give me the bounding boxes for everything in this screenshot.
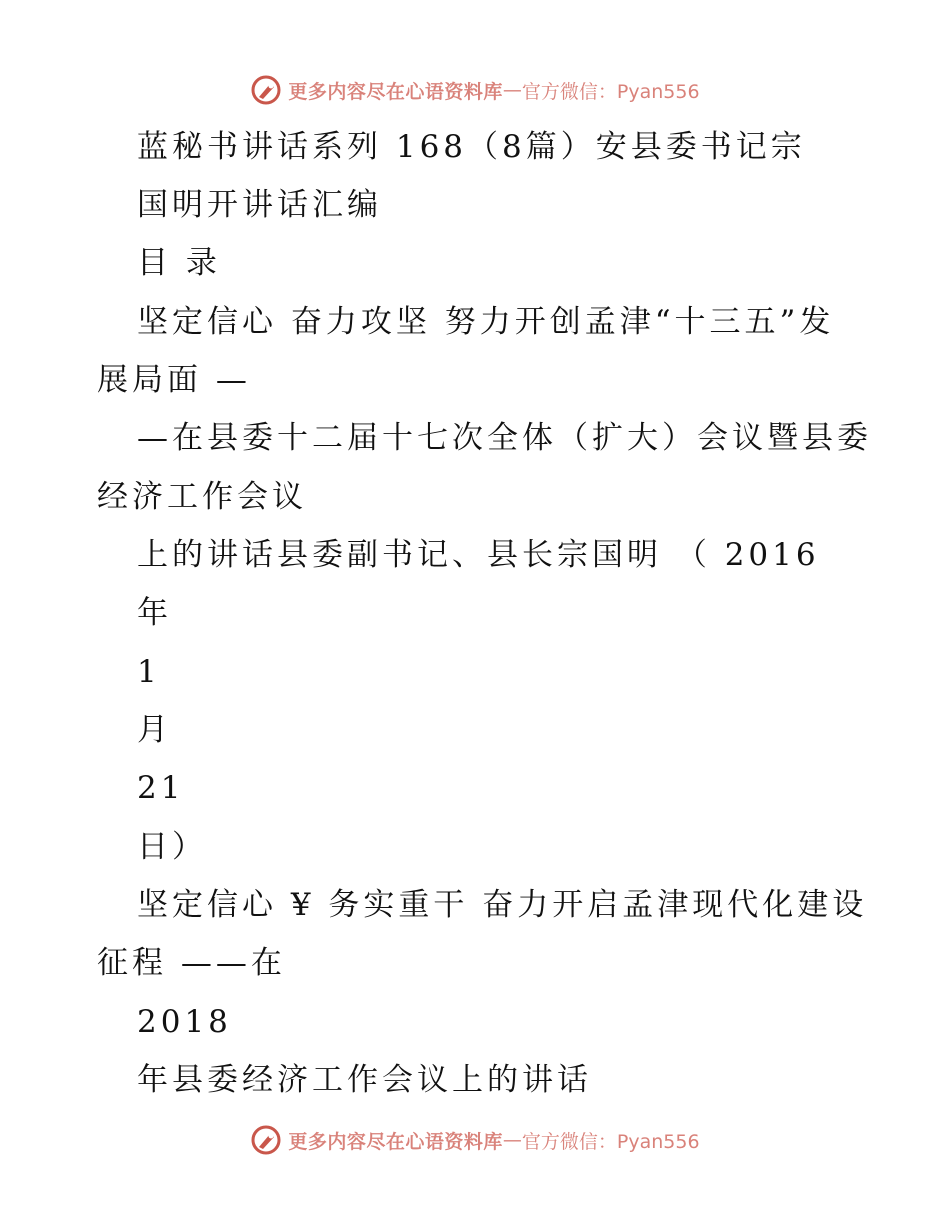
doc-title-line-1: 蓝秘书讲话系列 168（8篇）安县委书记宗 (137, 129, 806, 165)
toc-entry-1-date-day: 21 (137, 770, 185, 806)
toc-entry-2-year: 2018 (137, 1004, 232, 1040)
toc-entry-2-subtitle: 年县委经济工作会议上的讲话 (137, 1062, 592, 1098)
banner-wechat: 官方微信：Pyan556 (521, 80, 700, 103)
toc-entry-1-date-day-unit: 日） (137, 829, 207, 865)
toc-entry-1-title-cont: 展局面 — (97, 362, 251, 398)
banner-separator: — (502, 79, 522, 101)
banner-text: 更多内容尽在心语资料库 (288, 1130, 503, 1153)
toc-entry-1-date-month: 1 (137, 654, 161, 690)
toc-heading: 目 录 (137, 245, 221, 281)
banner-text: 更多内容尽在心语资料库 (288, 80, 503, 103)
doc-title-line-2: 国明开讲话汇编 (137, 187, 382, 223)
toc-entry-2-title: 坚定信心 ¥ 务实重干 奋力开启孟津现代化建设 (137, 887, 868, 923)
pen-logo-icon (250, 74, 282, 106)
pen-logo-icon (250, 1124, 282, 1156)
toc-entry-1-subtitle-cont: 经济工作会议 (97, 479, 307, 515)
banner-wechat: 官方微信：Pyan556 (521, 1130, 700, 1153)
toc-entry-1-speaker: 上的讲话县委副书记、县长宗国明 （ 2016 (137, 537, 820, 573)
footer-banner (0, 1120, 950, 1160)
toc-entry-1-title: 坚定信心 奋力攻坚 努力开创孟津“十三五”发 (137, 304, 835, 340)
toc-entry-1-subtitle: —在县委十二届十七次全体（扩大）会议暨县委 (137, 420, 872, 456)
banner-separator: — (502, 1129, 522, 1151)
toc-entry-1-date-year-unit: 年 (137, 595, 172, 631)
header-banner (0, 70, 950, 110)
toc-entry-1-date-month-unit: 月 (137, 712, 172, 748)
toc-entry-2-title-cont: 征程 ——在 (97, 945, 286, 981)
